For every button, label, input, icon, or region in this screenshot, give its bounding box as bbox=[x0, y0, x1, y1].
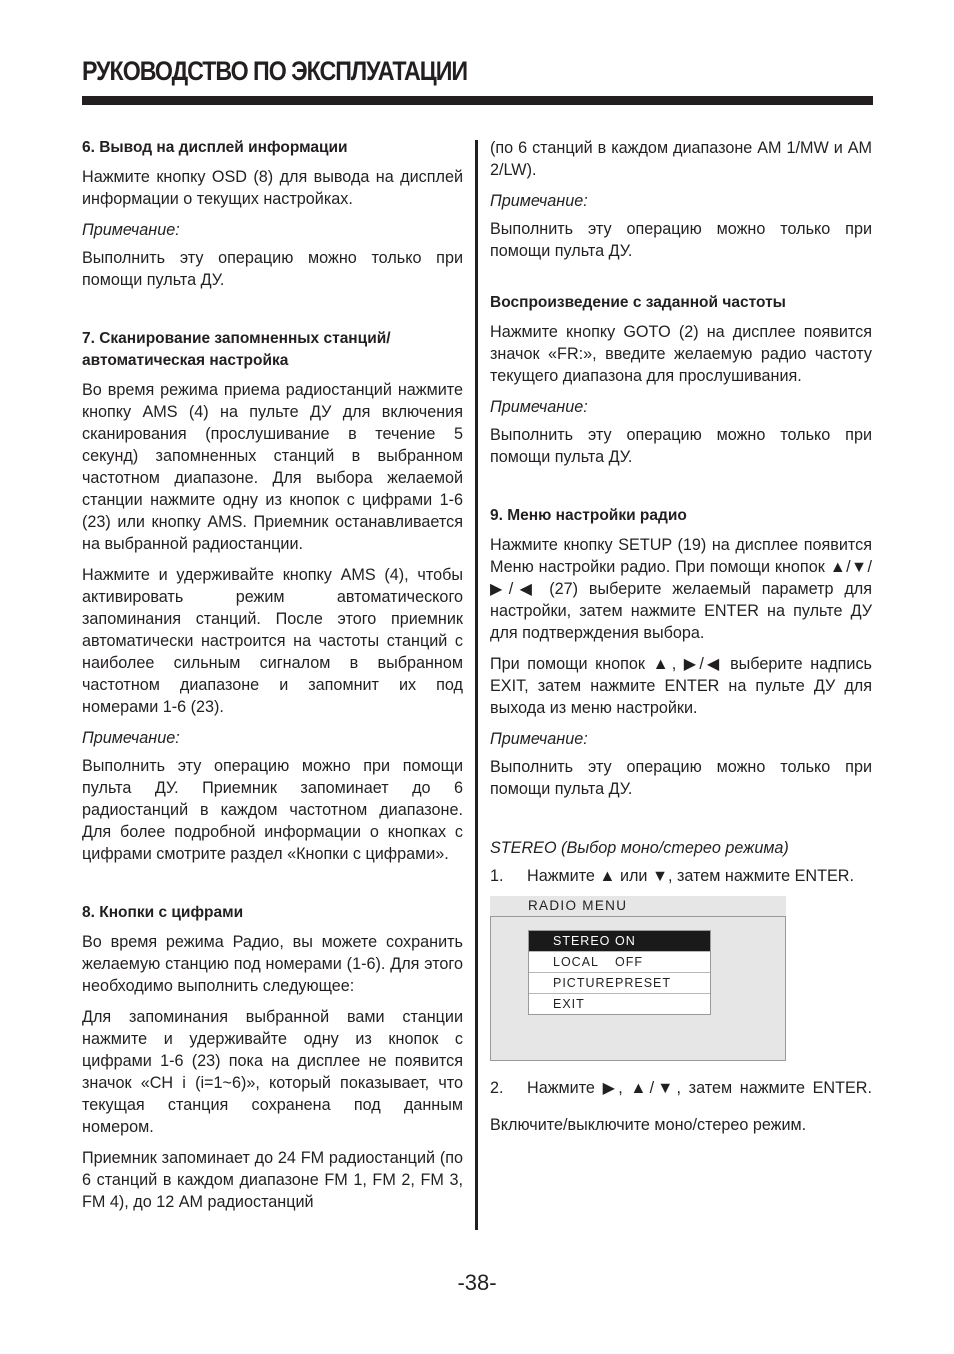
radio-menu-tab bbox=[490, 896, 786, 916]
section-8-text-3: Приемник запоминает до 24 FM радиостанций (по 6 станций в каждом диапазоне FM 1, FM 2, FM 3, FM 4), до 12 AM радиостанций bbox=[82, 1149, 463, 1211]
continued-text: (по 6 станций в каждом диапазоне AM 1/MW и AM 2/LW). bbox=[490, 139, 872, 179]
menu-row-key: EXIT bbox=[553, 997, 585, 1011]
step-2-text: Нажмите ▶, ▲/▼, затем нажмите ENTER. bbox=[527, 1079, 872, 1097]
section-6-heading: 6. Вывод на дисплей информации bbox=[82, 139, 348, 156]
frequency-note-text: Выполнить эту операцию можно только при помощи пульта ДУ. bbox=[490, 426, 872, 466]
stereo-heading: STEREO (Выбор моно/стерео режима) bbox=[490, 839, 789, 857]
frequency-note-label: Примечание: bbox=[490, 398, 588, 416]
frequency-text: Нажмите кнопку GOTO (2) на дисплее появится значок «FR:», введите желаемую радио частоту текущего диапазона для прослушивания. bbox=[490, 323, 872, 385]
menu-row-local[interactable] bbox=[529, 952, 710, 973]
menu-row-stereo[interactable] bbox=[529, 931, 710, 952]
section-9-text-2: При помощи кнопок ▲, ▶/◀ выберите надпись EXIT, затем нажмите ENTER на пульте ДУ для выхода из меню настройки. bbox=[490, 655, 872, 717]
section-9-note-label: Примечание: bbox=[490, 730, 588, 748]
frequency-heading: Воспроизведение с заданной частоты bbox=[490, 294, 786, 311]
step-2 bbox=[490, 1077, 872, 1099]
section-9-heading: 9. Меню настройки радио bbox=[490, 507, 687, 524]
menu-row-picture[interactable] bbox=[529, 973, 710, 994]
column-divider bbox=[475, 140, 478, 1230]
menu-row-value bbox=[615, 994, 710, 1014]
section-9-note-text: Выполнить эту операцию можно только при помощи пульта ДУ. bbox=[490, 758, 872, 798]
right-column bbox=[490, 137, 872, 1145]
page-number: -38- bbox=[457, 1270, 497, 1295]
menu-row-exit[interactable] bbox=[529, 994, 710, 1014]
menu-row-key: STEREO bbox=[553, 934, 611, 948]
continued-note-text: Выполнить эту операцию можно только при помощи пульта ДУ. bbox=[490, 220, 872, 260]
section-6-note-label: Примечание: bbox=[82, 221, 180, 239]
section-9-text-1: Нажмите кнопку SETUP (19) на дисплее появится Меню настройки радио. При помощи кнопок ▲/▼/▶/◀ (27) выберите желаемый параметр для настройки, затем нажмите ENTER на пульте ДУ для подтверждения выбора. bbox=[490, 536, 872, 642]
section-6-note-text: Выполнить эту операцию можно только при помощи пульта ДУ. bbox=[82, 249, 463, 289]
section-6-text: Нажмите кнопку OSD (8) для вывода на дисплей информации о текущих настройках. bbox=[82, 168, 463, 208]
section-7-text-1: Во время режима приема радиостанций нажмите кнопку AMS (4) на пульте ДУ для включения сканирования (прослушивание в течение 5 секунд) запомненных станций в выбранном частотном диапазоне. Для выбора желаемой станции нажмите одну из кнопок с цифрами 1-6 (23) или кнопку AMS. Приемник останавливается на выбранной радиостанции. bbox=[82, 381, 463, 553]
section-8-heading: 8. Кнопки с цифрами bbox=[82, 904, 244, 921]
section-7-note-label: Примечание: bbox=[82, 729, 180, 747]
menu-row-value: ON bbox=[615, 934, 636, 948]
page-title: РУКОВОДСТВО ПО ЭКСПЛУАТАЦИИ bbox=[82, 56, 468, 86]
header-rule bbox=[82, 96, 873, 105]
continued-note-label: Примечание: bbox=[490, 192, 588, 210]
step-2-number: 2. bbox=[490, 1079, 504, 1097]
step-1-number: 1. bbox=[490, 867, 504, 885]
radio-menu-panel bbox=[490, 916, 786, 1061]
section-7-text-2: Нажмите и удерживайте кнопку AMS (4), чтобы активировать режим автоматического запоминания станций. После этого приемник автоматически настроится на частоты станций с наиболее сильным сигналом в выбранном частотном диапазоне и запомнит их под номерами 1-6 (23). bbox=[82, 566, 463, 716]
section-8-text-1: Во время режима Радио, вы можете сохранить желаемую станцию под номерами (1-6). Для этого необходимо выполнить следующее: bbox=[82, 933, 463, 995]
step-1 bbox=[490, 865, 872, 887]
step-1-text: Нажмите ▲ или ▼, затем нажмите ENTER. bbox=[527, 867, 854, 885]
menu-row-key: PICTURE bbox=[553, 976, 615, 990]
menu-row-key: LOCAL bbox=[553, 955, 599, 969]
section-7-heading: 7. Сканирование запомненных станций/ автоматическая настройка bbox=[82, 330, 391, 369]
menu-row-value: PRESET bbox=[615, 976, 672, 990]
radio-menu-title: RADIO MENU bbox=[528, 898, 628, 913]
radio-menu-screen bbox=[490, 896, 786, 1061]
radio-menu-list bbox=[528, 930, 711, 1015]
section-7-note-text: Выполнить эту операцию можно при помощи пульта ДУ. Приемник запоминает до 6 радиостанций в каждом частотном диапазоне. Для более подробной информации о кнопках с цифрами смотрите раздел «Кнопки с цифрами». bbox=[82, 757, 463, 863]
final-text: Включите/выключите моно/стерео режим. bbox=[490, 1116, 807, 1134]
menu-row-value: OFF bbox=[615, 955, 643, 969]
left-column bbox=[82, 137, 463, 1222]
section-8-text-2: Для запоминания выбранной вами станции нажмите и удерживайте одну из кнопок с цифрами 1-6 (23) пока на дисплее не появится значок «CH i (i=1~6)», который показывает, что текущая станция сохранена под данным номером. bbox=[82, 1008, 463, 1136]
